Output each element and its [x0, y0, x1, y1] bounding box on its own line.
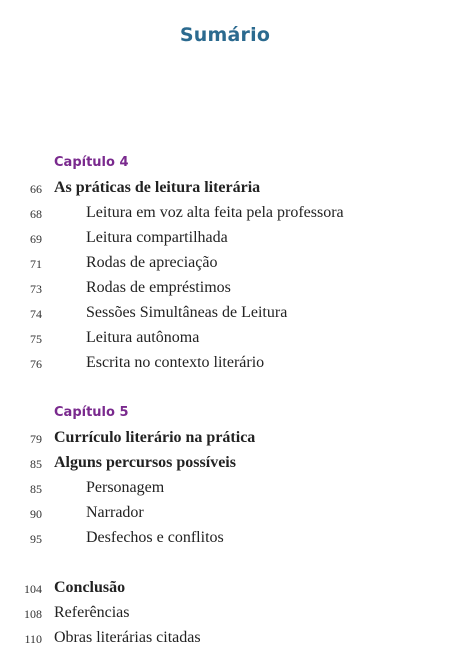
- page-number: 85: [30, 457, 42, 471]
- page-number: 73: [30, 282, 42, 296]
- entry-title: Conclusão: [54, 579, 126, 596]
- entry-title: Narrador: [86, 504, 144, 521]
- entry-title: Obras literárias citadas: [54, 629, 201, 646]
- page-number: 110: [24, 632, 42, 646]
- entry-title: Escrita no contexto literário: [86, 354, 265, 371]
- entry-title: Referências: [54, 604, 130, 621]
- entry-title: Rodas de apreciação: [86, 254, 218, 271]
- page-number: 66: [30, 182, 42, 196]
- page-number: 74: [30, 307, 42, 321]
- entry-title: Personagem: [86, 479, 165, 496]
- page-number: 108: [24, 607, 42, 621]
- page-number: 75: [30, 332, 42, 346]
- chapter-5-label: Capítulo 5: [54, 405, 129, 420]
- entry-title: Sessões Simultâneas de Leitura: [86, 304, 288, 321]
- page-number: 76: [30, 357, 42, 371]
- entry-title: Leitura compartilhada: [86, 229, 228, 246]
- page-number: 85: [30, 482, 42, 496]
- entry-title: Leitura autônoma: [86, 329, 200, 346]
- page-number: 79: [30, 432, 42, 446]
- entry-title: Alguns percursos possíveis: [54, 454, 236, 471]
- page-number: 104: [24, 582, 42, 596]
- page-number: 69: [30, 232, 42, 246]
- page-number: 95: [30, 532, 42, 546]
- chapter-4-label: Capítulo 4: [54, 155, 129, 170]
- page-number: 90: [30, 507, 42, 521]
- entry-title: Desfechos e conflitos: [86, 529, 224, 546]
- entry-title: Rodas de empréstimos: [86, 279, 231, 296]
- entry-title: Leitura em voz alta feita pela professora: [86, 204, 344, 221]
- entry-title: Currículo literário na prática: [54, 429, 256, 446]
- page-number: 68: [30, 207, 42, 221]
- page-title: Sumário: [179, 24, 271, 46]
- entry-title: As práticas de leitura literária: [54, 179, 261, 196]
- page-number: 71: [30, 257, 42, 271]
